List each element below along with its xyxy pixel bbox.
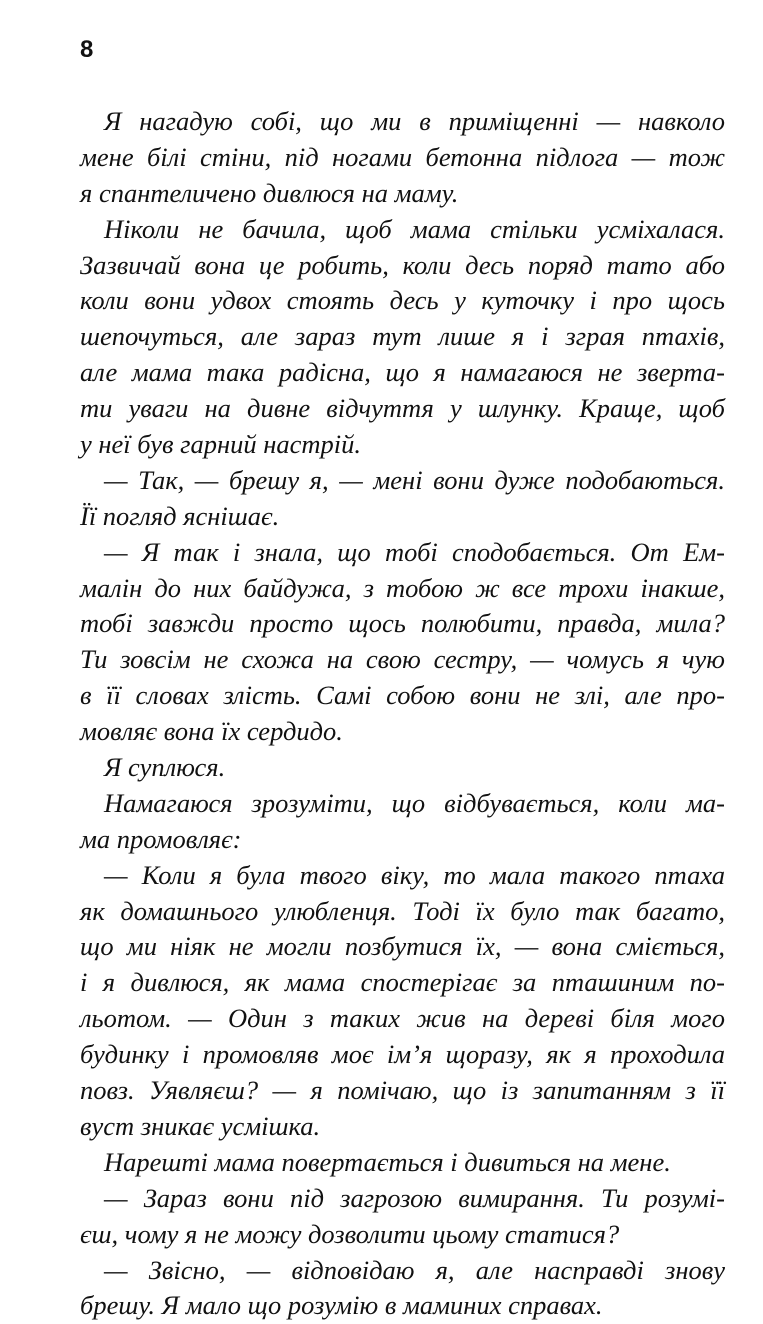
text-line: — Так, — брешу я, — мені вони дуже подобаються. bbox=[104, 464, 725, 495]
text-line: — Коли я була твого віку, то мала такого птаха bbox=[104, 859, 725, 890]
text-line: в її словах злість. Самі собою вони не злі, але про- bbox=[80, 680, 725, 711]
text-line: мовляє вона їх сердидо. bbox=[80, 716, 343, 747]
text-line: Її погляд яснішає. bbox=[80, 500, 280, 531]
text-line: шепочуться, але зараз тут лише я і зграя птахів, bbox=[80, 321, 725, 352]
text-line: малін до них байдужа, з тобою ж все трохи інакше, bbox=[80, 572, 725, 603]
text-line: Нарешті мама повертається і дивиться на мене. bbox=[104, 1146, 671, 1177]
text-line: як домашнього улюбленця. Тоді їх було так багато, bbox=[80, 895, 725, 926]
text-line: будинку і промовляв моє ім’я щоразу, як я проходила bbox=[80, 1039, 725, 1070]
text-line: Ти зовсім не схожа на свою сестру, — чомусь я чую bbox=[80, 644, 725, 675]
text-line: Зазвичай вона це робить, коли десь поряд тато або bbox=[80, 249, 725, 280]
text-line: — Звісно, — відповідаю я, але насправді знову bbox=[104, 1254, 725, 1285]
text-line: що ми ніяк не могли позбутися їх, — вона сміється, bbox=[80, 931, 725, 962]
text-line: я спантеличено дивлюся на маму. bbox=[80, 177, 459, 208]
text-line: мене білі стіни, під ногами бетонна підлога — тож bbox=[80, 141, 725, 172]
text-line: Ніколи не бачила, щоб мама стільки усміхалася. bbox=[104, 213, 725, 244]
text-line: вуст зникає усмішка. bbox=[80, 1110, 321, 1141]
text-line: — Зараз вони під загрозою вимирання. Ти розумі- bbox=[104, 1182, 725, 1213]
text-line: Я нагадую собі, що ми в приміщенні — навколо bbox=[104, 106, 725, 136]
text-line: повз. Уявляєш? — я помічаю, що із запитанням з її bbox=[80, 1075, 725, 1106]
page-text bbox=[80, 104, 725, 1324]
text-line: і я дивлюся, як мама спостерігає за пташиним по- bbox=[80, 967, 725, 998]
text-line: у неї був гарний настрій. bbox=[80, 429, 362, 460]
text-line: ма промовляє: bbox=[80, 823, 242, 854]
text-line: брешу. Я мало що розумію в маминих справах. bbox=[80, 1290, 603, 1321]
text-line: ти уваги на дивне відчуття у шлунку. Краще, щоб bbox=[80, 393, 725, 424]
text-line: єш, чому я не можу дозволити цьому статися? bbox=[80, 1218, 620, 1249]
page-number: 8 bbox=[80, 36, 94, 63]
text-line: Я суплюся. bbox=[104, 752, 226, 783]
text-line: тобі завжди просто щось полюбити, правда, мила? bbox=[80, 608, 725, 639]
text-line: льотом. — Один з таких жив на дереві біля мого bbox=[80, 1003, 725, 1034]
text-line: але мама така радісна, що я намагаюся не зверта- bbox=[80, 357, 725, 388]
text-line: — Я так і знала, що тобі сподобається. От Ем- bbox=[104, 536, 725, 567]
text-line: Намагаюся зрозуміти, що відбувається, коли ма- bbox=[104, 787, 725, 818]
text-line: коли вони удвох стоять десь у куточку і про щось bbox=[80, 285, 725, 316]
